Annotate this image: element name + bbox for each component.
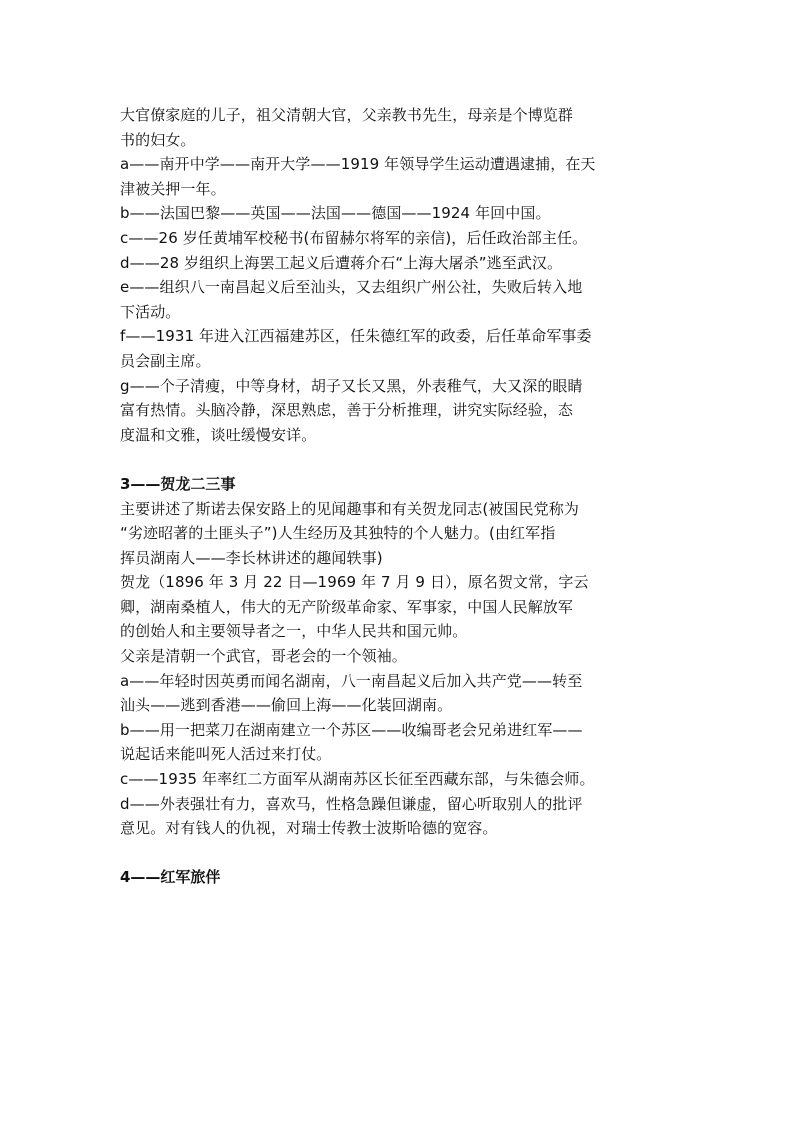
- section-zhou-enlai-text: [120, 103, 680, 447]
- text-line: a——南开中学——南开大学——1919 年领导学生运动遭遇逮捕，在天: [120, 155, 596, 174]
- text-line: d——28 岁组织上海罢工起义后遭蒋介石“上海大屠杀”逃至武汉。: [120, 253, 563, 272]
- document-body: [120, 103, 680, 890]
- text-line: 下活动。: [120, 302, 181, 321]
- text-line: 书的妇女。: [120, 130, 196, 149]
- text-line: c——26 岁任黄埔军校秘书(布留赫尔将军的亲信)，后任政治部主任。: [120, 228, 588, 247]
- text-line: e——组织八一南昌起义后至汕头，又去组织广州公社，失败后转入地: [120, 278, 583, 297]
- paragraph-gap: [120, 841, 680, 866]
- text-line: 富有热情。头脑冷静，深思熟虑，善于分析推理，讲究实际经验，态: [120, 401, 574, 420]
- text-line: 汕头——逃到香港——偷回上海——化装回湖南。: [120, 696, 453, 715]
- text-line: 的创始人和主要领导者之一，中华人民共和国元帅。: [120, 622, 468, 641]
- text-line: a——年轻时因英勇而闻名湖南，八一南昌起义后加入共产党——转至: [120, 671, 583, 690]
- text-line: c——1935 年率红二方面军从湖南苏区长征至西藏东部，与朱德会师。: [120, 770, 595, 789]
- text-line: b——用一把菜刀在湖南建立一个苏区——收编哥老会兄弟进红军——: [120, 720, 583, 739]
- section-he-long-text: [120, 497, 680, 841]
- text-line: d——外表强壮有力，喜欢马，性格急躁但谦虚，留心听取别人的批评: [120, 794, 583, 813]
- text-line: f——1931 年进入江西福建苏区，任朱德红军的政委，后任革命军事委: [120, 327, 592, 346]
- text-line: 度温和文雅，谈吐缓慢安详。: [120, 425, 317, 444]
- text-line: 卿，湖南桑植人，伟大的无产阶级革命家、军事家，中国人民解放军: [120, 597, 574, 616]
- text-line: 说起话来能叫死人活过来打仗。: [120, 745, 332, 764]
- text-line: 津被关押一年。: [120, 179, 226, 198]
- section-heading-3: 3——贺龙二三事: [120, 474, 236, 493]
- text-line: 主要讲述了斯诺去保安路上的见闻趣事和有关贺龙同志(被国民党称为: [120, 499, 579, 518]
- text-line: 挥员湖南人——李长林讲述的趣闻轶事): [120, 548, 383, 567]
- text-line: 父亲是清朝一个武官，哥老会的一个领袖。: [120, 647, 407, 666]
- text-line: 意见。对有钱人的仇视，对瑞士传教士波斯哈德的宽容。: [120, 819, 498, 838]
- text-line: 大官僚家庭的儿子，祖父清朝大官，父亲教书先生，母亲是个博览群: [120, 106, 574, 124]
- paragraph-gap: [120, 447, 680, 472]
- text-line: g——个子清瘦，中等身材，胡子又长又黑，外表稚气，大又深的眼睛: [120, 376, 583, 395]
- text-line: 员会副主席。: [120, 351, 211, 370]
- text-line: b——法国巴黎——英国——法国——德国——1924 年回中国。: [120, 204, 551, 223]
- text-line: 贺龙（1896 年 3 月 22 日—1969 年 7 月 9 日），原名贺文常，字云: [120, 573, 589, 592]
- section-heading-4: 4——红军旅伴: [120, 868, 221, 887]
- text-line: “劣迹昭著的土匪头子”)人生经历及其独特的个人魅力。(由红军指: [120, 524, 556, 543]
